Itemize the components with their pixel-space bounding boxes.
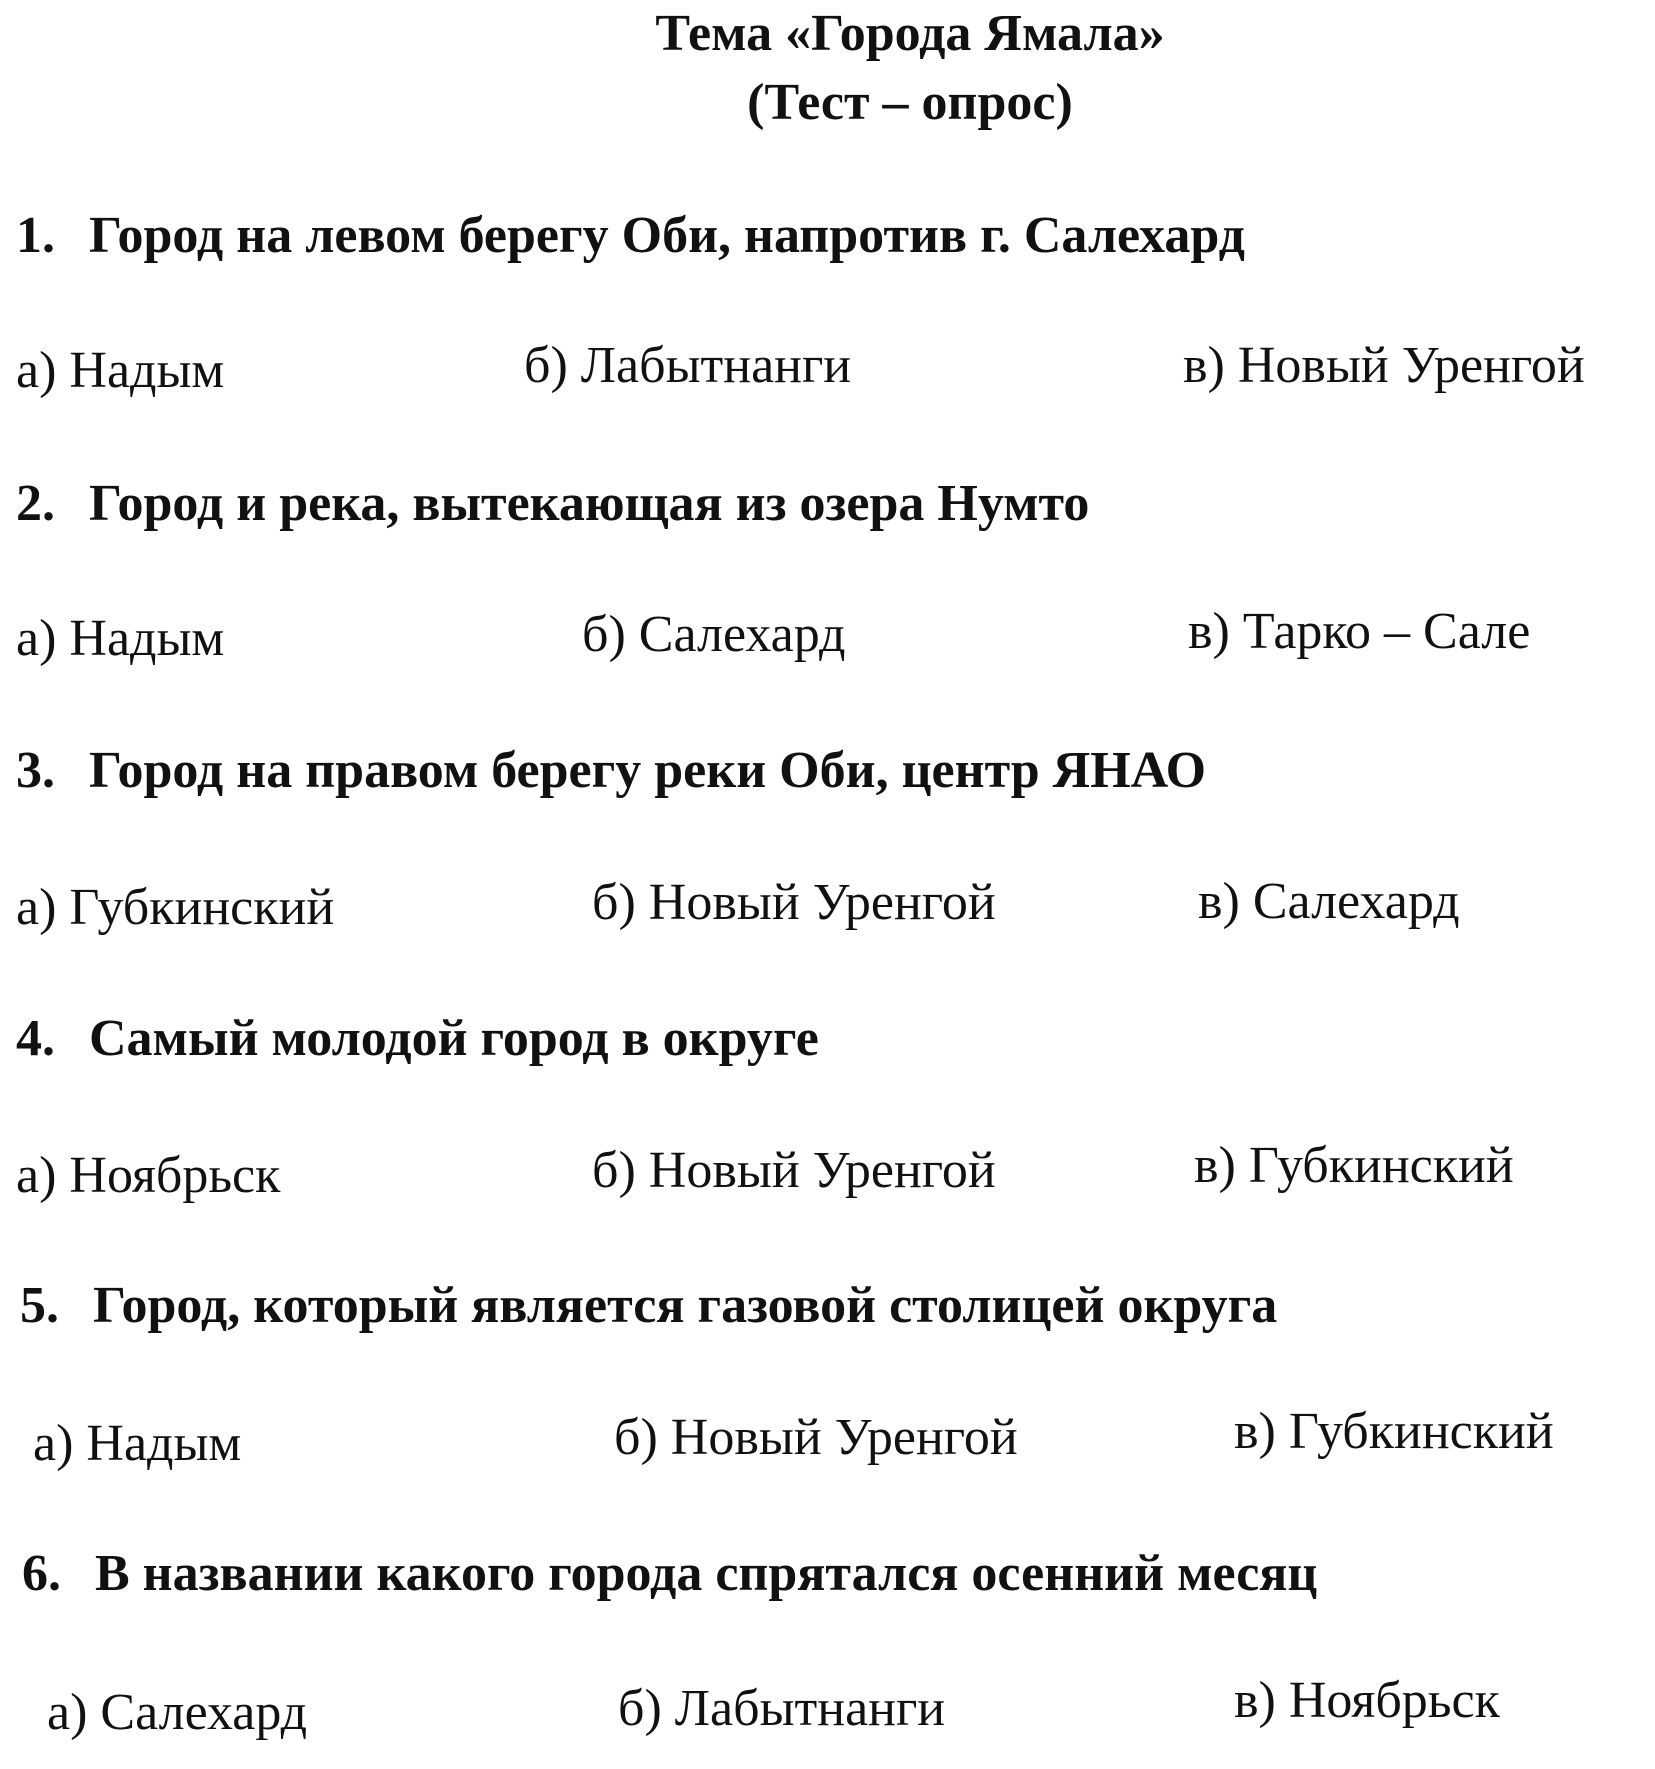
answer-3-c: в) Салехард [1198,873,1460,930]
question-text: Город и река, вытекающая из озера Нумто [89,475,1090,532]
answer-4-c: в) Губкинский [1194,1137,1514,1194]
question-1 [16,207,1245,264]
page-title-line-2: (Тест – опрос) [747,74,1073,131]
answer-2-a: а) Надым [16,610,225,667]
answer-5-b: б) Новый Уренгой [614,1409,1018,1466]
question-text: Город на левом берегу Оби, напротив г. Салехард [89,207,1245,264]
question-2 [16,475,1090,532]
answer-2-c: в) Тарко – Сале [1188,603,1531,660]
question-number: 5. [20,1277,59,1334]
question-text: В названии какого города спрятался осенний месяц [95,1545,1318,1602]
answer-3-a: а) Губкинский [16,879,335,936]
answer-6-a: а) Салехард [47,1684,308,1741]
question-5 [20,1277,1278,1334]
question-number: 3. [16,742,55,799]
page-title-line-1: Тема «Города Ямала» [655,5,1165,62]
question-number: 6. [22,1545,61,1602]
answer-2-b: б) Салехард [582,606,846,663]
question-number: 1. [16,207,55,264]
answer-4-a: а) Ноябрьск [16,1147,281,1204]
answer-1-b: б) Лабытнанги [524,337,852,394]
question-4 [16,1010,819,1067]
answer-1-a: а) Надым [16,342,225,399]
answer-6-c: в) Ноябрьск [1234,1672,1500,1729]
question-number: 4. [16,1010,55,1067]
question-6 [22,1545,1318,1602]
answer-4-b: б) Новый Уренгой [592,1142,996,1199]
answer-1-c: в) Новый Уренгой [1183,337,1585,394]
question-number: 2. [16,475,55,532]
answer-5-a: а) Надым [33,1415,242,1472]
question-text: Самый молодой город в округе [89,1010,819,1067]
answer-5-c: в) Губкинский [1234,1403,1554,1460]
answer-6-b: б) Лабытнанги [618,1680,946,1737]
answer-3-b: б) Новый Уренгой [592,874,996,931]
question-3 [16,742,1207,799]
question-text: Город, который является газовой столицей округа [93,1277,1278,1334]
question-text: Город на правом берегу реки Оби, центр ЯНАО [89,742,1207,799]
